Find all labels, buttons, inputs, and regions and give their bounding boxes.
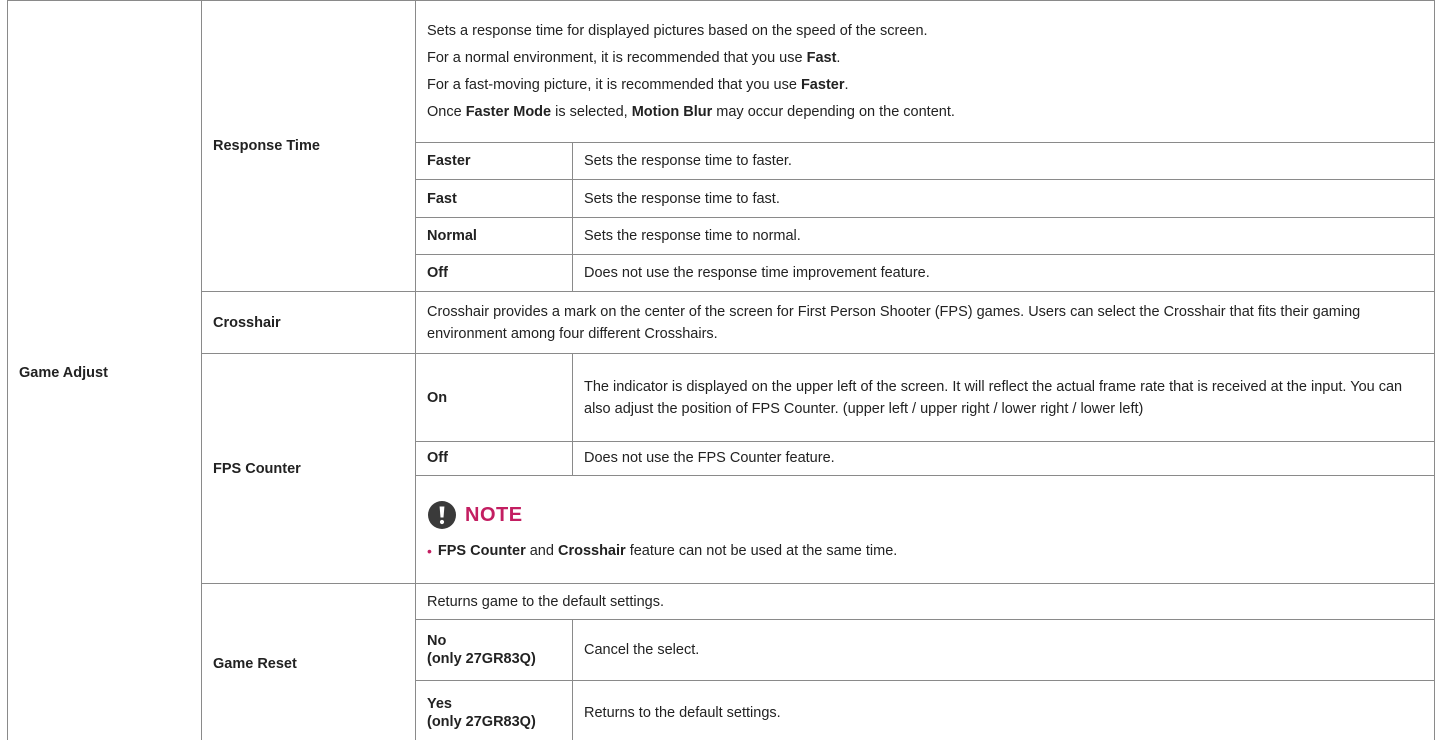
response-time-intro-line-3: For a fast-moving picture, it is recommended that you use Faster. (427, 76, 849, 93)
exclamation-circle-icon (427, 500, 457, 530)
option-name: Normal (416, 217, 573, 254)
response-time-intro-line-2: For a normal environment, it is recommended that you use Fast. (427, 49, 841, 66)
option-name: Off (416, 441, 573, 475)
option-desc: Cancel the select. (573, 620, 1435, 681)
setting-game-reset: Game Reset (202, 584, 416, 740)
setting-crosshair: Crosshair (202, 291, 416, 353)
note-header (427, 498, 1423, 532)
note-bullet: • (427, 543, 432, 560)
fps-on-row (8, 354, 1435, 442)
option-desc: Does not use the FPS Counter feature. (573, 441, 1435, 475)
option-name: No (only 27GR83Q) (416, 620, 573, 681)
response-time-intro (416, 1, 1435, 143)
settings-table (7, 0, 1435, 740)
game-reset-intro: Returns game to the default settings. (416, 584, 1435, 620)
option-desc: Does not use the response time improvement feature. (573, 254, 1435, 291)
option-name: Yes (only 27GR83Q) (416, 681, 573, 740)
option-desc: Sets the response time to faster. (573, 143, 1435, 180)
game-reset-intro-row (8, 584, 1435, 620)
option-name: Faster (416, 143, 573, 180)
option-desc: Sets the response time to normal. (573, 217, 1435, 254)
option-desc: Returns to the default settings. (573, 681, 1435, 740)
note-box (416, 475, 1435, 583)
setting-response-time: Response Time (202, 1, 416, 292)
response-time-intro-line-1: Sets a response time for displayed pictures based on the speed of the screen. (427, 22, 928, 39)
crosshair-desc: Crosshair provides a mark on the center of the screen for First Person Shooter (FPS) games. Users can select the Crosshair that fits their gaming environment among four different Crosshairs. (416, 291, 1435, 353)
option-name: Off (416, 254, 573, 291)
crosshair-row (8, 291, 1435, 353)
note-text: • FPS Counter and Crosshair feature can not be used at the same time. (427, 543, 898, 560)
response-time-intro-row (8, 1, 1435, 143)
response-time-intro-line-4: Once Faster Mode is selected, Motion Blur may occur depending on the content. (427, 103, 955, 120)
option-desc: Sets the response time to fast. (573, 180, 1435, 217)
option-name: On (416, 354, 573, 442)
option-desc: The indicator is displayed on the upper left of the screen. It will reflect the actual frame rate that is received at the input. You can also adjust the position of FPS Counter. (upper left / upper right / lower right / lower left) (573, 354, 1435, 442)
option-name: Fast (416, 180, 573, 217)
note-title: NOTE (465, 504, 523, 527)
category-game-adjust: Game Adjust (8, 1, 202, 740)
setting-fps-counter: FPS Counter (202, 354, 416, 584)
